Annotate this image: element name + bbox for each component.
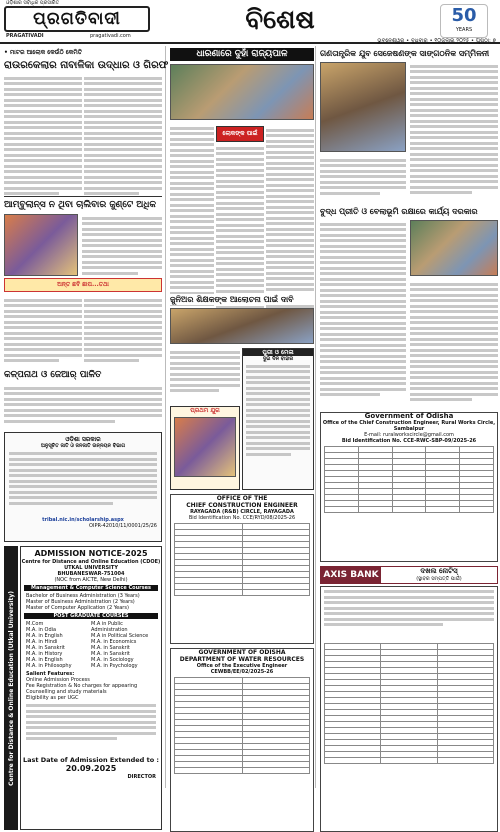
notice-body <box>9 452 157 514</box>
feature-item: Eligibility as per UGC <box>26 695 79 701</box>
article-text <box>4 74 82 194</box>
article-text <box>170 348 240 402</box>
program-list <box>21 593 161 611</box>
tender-email[interactable]: E-mail: ruralworkscircle@gmail.com <box>364 432 454 438</box>
article-text <box>4 296 82 366</box>
admission-sub1: Centre for Distance and Online Education (CDOE) <box>21 559 161 565</box>
article-photo <box>410 220 498 276</box>
tender-notice: Bid Identification No. CCE-RWC-SBP-09/2025-26 <box>341 438 477 444</box>
side-banner <box>4 546 18 830</box>
article-text <box>410 280 498 410</box>
pg-item: M.A in Public Administration <box>91 621 128 633</box>
bank-header <box>320 566 498 584</box>
column-left <box>0 46 169 788</box>
pg-item: M.A in Political Science <box>91 633 149 639</box>
tender-table <box>174 523 310 596</box>
pg-item: M.A. in Economics <box>91 639 137 645</box>
small-tender <box>242 348 314 490</box>
article-text <box>82 214 162 276</box>
tender-table <box>324 446 494 513</box>
tender-title3: RAYAGADA (R&B) CIRCLE, RAYAGADA <box>190 509 294 515</box>
ad-banner-text: ଅନ୍ତ ଛବି ଛାପ...ତଥା <box>57 281 109 288</box>
notice-body <box>324 590 494 640</box>
admission-notice <box>20 546 162 830</box>
tender-title2: CHIEF CONSTRUCTION ENGINEER <box>186 502 298 509</box>
dateline: ଭୁବନେଶ୍ୱର • ବୁଧବାର • ୧୦ଜୁଲାଇ ୨୦୨୫ • ପୃଷ୍ଠା: ୭ <box>377 38 496 44</box>
last-date-label: Last Date of Admission Extended to : <box>22 756 160 764</box>
tender-body <box>246 365 310 475</box>
pg-item: M.A. in Odia <box>26 627 57 633</box>
pg-right <box>91 621 156 669</box>
pg-item: M.A. in History <box>26 651 63 657</box>
headline-beach[interactable]: ବୁଦ୍ଧ ପ୍ରୀତି ଓ ବେଲାଭୂମି ରକ୍ଷାରେ କାର୍ଯ୍ୟ ଦରକାର <box>320 206 478 216</box>
anniversary-badge <box>440 4 488 38</box>
anniversary-text: YEARS <box>455 27 473 33</box>
tender-sub: Office of the Chief Construction Engineer, Rural Works Circle, Sambalpur <box>322 420 496 432</box>
tender-table <box>174 677 310 774</box>
admission-sub3: BHUBANESWAR-751004 <box>57 571 125 577</box>
ad-box[interactable] <box>170 406 240 490</box>
anniversary-number: 50 <box>451 5 477 26</box>
headline-governor[interactable]: ଧାରଣାରେ ଦୁହାଁ ରାଜ୍ୟପାଳ <box>170 48 314 61</box>
boxed-text: ଲୋକଙ୍କ ପାଇଁ <box>222 130 258 137</box>
program-item: Master of Business Administration (2 Years) <box>26 599 135 605</box>
pg-item: M.A. in English <box>26 633 63 639</box>
article-text <box>320 220 406 410</box>
newspaper-logo[interactable]: ପ୍ରଗତିବାଦୀ <box>4 6 150 32</box>
divider <box>4 196 162 197</box>
bank-possession-notice <box>320 586 498 832</box>
headline-jayanti[interactable]: କଳ୍ପନାଥ ଓ ଜେଆର୍ ପାଳିତ <box>4 370 102 380</box>
pg-left <box>26 621 91 669</box>
last-date: 20.09.2025 <box>65 764 117 773</box>
program-item: Master of Computer Application (2 Years) <box>26 605 129 611</box>
pg-item: M.A. in Sanskrit <box>91 645 130 651</box>
salient-heading: Salient Features: <box>26 671 75 677</box>
banner: ପୁରୀ ଓ ମେଳା <box>243 349 313 356</box>
director-sign: DIRECTOR <box>127 774 156 780</box>
notice-table <box>324 643 494 764</box>
feature-item: Online Admission Process <box>26 677 90 683</box>
tender-title: OFFICE OF THE <box>216 495 268 502</box>
pg-item: M.A. in Hindi <box>26 639 58 645</box>
tagline: ଓଡ଼ିଶାର ସର୍ବାଧିକ ପ୍ରସାରିତ <box>6 0 60 6</box>
notice-ref: OIPR-42010/11/0001/25/26 <box>89 523 157 529</box>
tender-notice: CEWBB/EE/02/2025-26 <box>210 669 274 675</box>
ad-tag: ପ୍ରଥମ ଯୁଗ <box>190 407 220 414</box>
masthead <box>0 0 500 44</box>
logo-latin: PRAGATIVADI <box>6 33 44 39</box>
pg-heading: POST GRADUATE COURSES <box>24 613 158 619</box>
tender-title: GOVERNMENT OF ODISHA <box>198 649 286 656</box>
notice-url[interactable]: tribal.nic.in/scholarship.aspx <box>42 517 124 523</box>
boxed-highlight <box>216 126 264 142</box>
website[interactable]: pragativadi.com <box>90 33 131 39</box>
govt-notice <box>4 432 162 542</box>
admission-section1: Management & Computer Science Courses <box>24 585 158 591</box>
bank-logo[interactable]: AXIS BANK <box>321 567 381 583</box>
column-right <box>318 46 500 788</box>
tender-rayagada <box>170 494 314 644</box>
kicker: • ମାଟର ଆଲୋକ କେଉଁଠି କେମିତି <box>4 49 82 56</box>
program-item: Bachelor of Business Administration (3 Years) <box>26 593 140 599</box>
side-vertical-text: Centre for Distance & Online Education (Utkal University) <box>7 590 15 786</box>
admission-title: ADMISSION NOTICE-2025 <box>34 549 148 558</box>
article-text <box>84 74 162 194</box>
bank-notice-sub: (ସ୍ଥାବର ସମ୍ପତ୍ତି ପାଇଁ) <box>416 576 462 582</box>
headline-ambulance[interactable]: ଆମ୍ବୁଲାନ୍ସ ନ ଥିବା ଚାଲିବାର ଜୁଣ୍ଟେ ଅଧିକ <box>4 200 157 210</box>
column-middle <box>168 46 316 788</box>
tender-notice: Bid Identification No. CCE/RYD/08/2025-26 <box>188 515 296 521</box>
article-text <box>320 156 406 202</box>
article-photo <box>170 64 314 120</box>
admission-sub4: (NOC from AICTE, New Delhi) <box>54 577 128 583</box>
pg-item: M.A. in Psychology <box>91 663 138 669</box>
notice-subtitle: ଅନୁସୂଚିତ ଜାତି ଓ ଜନଜାତି ଉନ୍ନୟନ ବିଭାଗ <box>40 443 126 449</box>
article-photo <box>4 214 78 276</box>
article-photo <box>170 308 314 344</box>
tender-title2: DEPARTMENT OF WATER RESOURCES <box>179 656 305 663</box>
article-text <box>84 296 162 366</box>
pg-item: M.A. in Sanskrit <box>91 651 130 657</box>
headline-rourkela[interactable]: ରାଉରକେଲାର ନାବାଳିକା ଉଦ୍ଧାର ଓ ଗିରଫ <box>4 60 169 71</box>
feature-item: Counselling and study materials <box>26 689 107 695</box>
pg-item: M.A. in Sociology <box>91 657 134 663</box>
pg-item: M.A. in English <box>26 657 63 663</box>
article-text <box>410 62 498 202</box>
ad-image <box>174 417 236 477</box>
ad-banner[interactable] <box>4 278 162 292</box>
headline-youth[interactable]: ଗଣତାନ୍ତ୍ରିକ ଯୁବ ସେଜେଷଣଙ୍କ ସାଙ୍ଗଠନିକ ସମ୍ମିଳନୀ <box>320 48 490 58</box>
tender-title: Government of Odisha <box>364 412 454 420</box>
admission-body <box>26 704 156 754</box>
subhead: ଦୁଇ ଦିନ ବାହାର <box>262 356 294 362</box>
feature-item: Fee Registration & No charges for appearing <box>26 683 138 689</box>
feature-list <box>21 677 161 701</box>
pg-courses <box>21 621 161 669</box>
article-photo <box>320 62 406 152</box>
tender-water-resources <box>170 648 314 832</box>
pg-item: M.A. in Philosophy <box>26 663 72 669</box>
pg-item: M.A. in Sanskrit <box>26 645 65 651</box>
article-text <box>4 384 162 430</box>
bank-notice-box <box>381 567 497 583</box>
bank-notice: ଦଖଲ ନୋଟିସ୍ <box>420 567 458 575</box>
admission-sub2: UTKAL UNIVERSITY <box>64 565 118 571</box>
headline-teachers[interactable]: ଜୁନିଅର ଶିକ୍ଷକଙ୍କ ଆଲୋଚନା ପାଇଁ ଦାବି <box>170 294 314 305</box>
pg-item: M.Com <box>26 621 44 627</box>
notice-title: ଓଡ଼ିଶା ସରକାର <box>65 436 101 443</box>
tender-sambalpur <box>320 412 498 562</box>
section-title: ବିଶେଷ <box>245 5 315 35</box>
tender-title3: Office of the Executive Engineer <box>196 663 288 669</box>
